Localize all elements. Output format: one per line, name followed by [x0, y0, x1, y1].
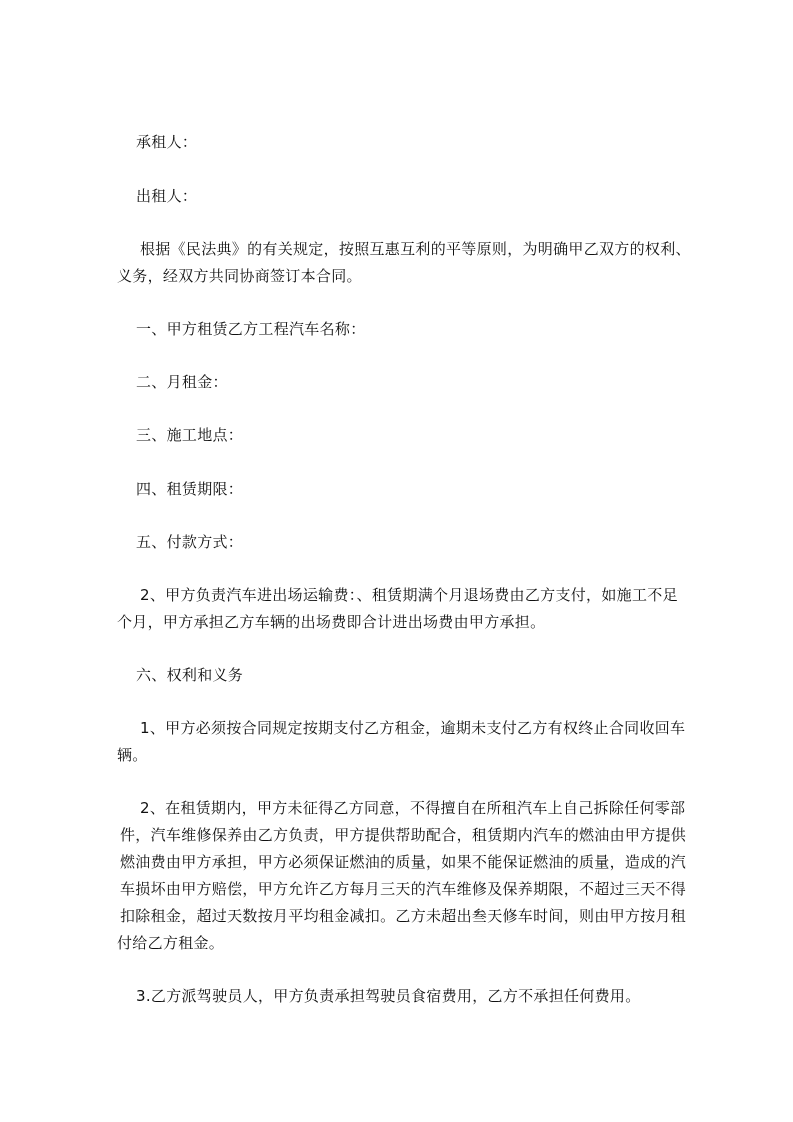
- section-6-item-2-line-5: 扣除租金，超过天数按月平均租金减扣。乙方未超出叁天修车时间，则由甲方按月租: [120, 907, 687, 925]
- lessee-label: 承租人：: [136, 133, 198, 151]
- clause-4: 四、租赁期限：: [136, 480, 244, 498]
- section-6-item-3: 3.乙方派驾驶员人，甲方负责承担驾驶员食宿费用，乙方不承担任何费用。: [136, 987, 641, 1005]
- clause-3: 三、施工地点：: [136, 426, 244, 444]
- section-6-item-2-line-2: 件，汽车维修保养由乙方负责，甲方提供帮助配合，租赁期内汽车的燃油由甲方提供: [120, 826, 687, 844]
- clause-5-2-line-1: 2、甲方负责汽车进出场运输费：、租赁期满个月退场费由乙方支付，如施工不足: [140, 586, 678, 604]
- intro-line-1: 根据《民法典》的有关规定，按照互惠互利的平等原则，为明确甲乙双方的权利、: [140, 240, 691, 258]
- intro-line-2: 义务，经双方共同协商签订本合同。: [117, 267, 362, 285]
- clause-5-2-line-2: 个月，甲方承担乙方车辆的出场费即合计进出场费由甲方承担。: [117, 613, 546, 631]
- clause-2: 二、月租金：: [136, 373, 228, 391]
- section-6-item-2-line-4: 车损坏由甲方赔偿，甲方允许乙方每月三天的汽车维修及保养期限，不超过三天不得: [120, 880, 687, 898]
- lessor-label: 出租人：: [136, 187, 198, 205]
- section-6-item-2-line-1: 2、在租赁期内，甲方未征得乙方同意，不得擅自在所租汽车上自己拆除任何零部: [140, 799, 686, 817]
- section-6-title: 六、权利和义务: [136, 666, 244, 684]
- section-6-item-2-line-3: 燃油费由甲方承担，甲方必须保证燃油的质量，如果不能保证燃油的质量，造成的汽: [120, 853, 687, 871]
- clause-1: 一、甲方租赁乙方工程汽车名称：: [136, 320, 366, 338]
- section-6-item-1-line-2: 辆。: [117, 746, 148, 764]
- section-6-item-2-line-6: 付给乙方租金。: [117, 934, 225, 952]
- clause-5: 五、付款方式：: [136, 533, 244, 551]
- section-6-item-1-line-1: 1、甲方必须按合同规定按期支付乙方租金，逾期未支付乙方有权终止合同收回车: [140, 719, 686, 737]
